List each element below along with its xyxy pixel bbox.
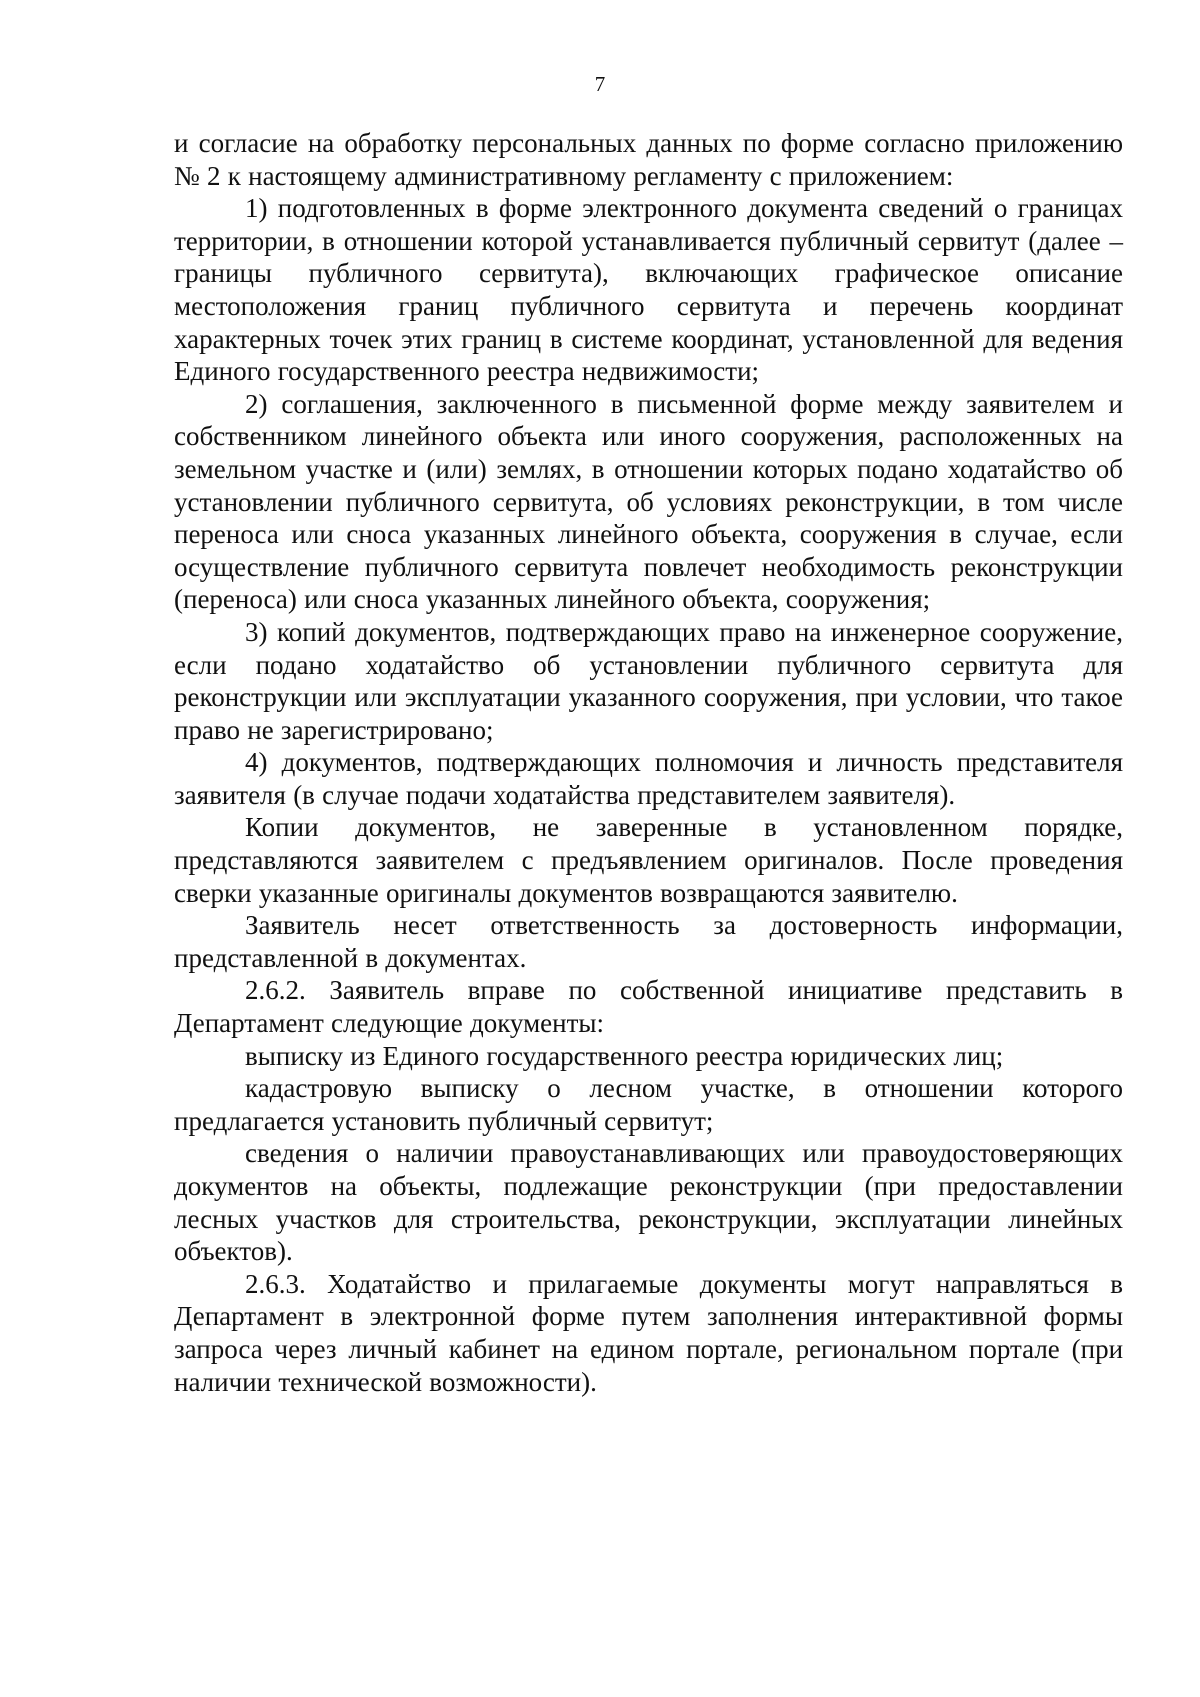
paragraph-title-documents: сведения о наличии правоустанавливающих или правоудостоверяющих документов на объекты, подлежащие реконструкции (при предоставлении лесных участков для строительства, реконструкции, эксплуатации линейных объектов). — [174, 1138, 1123, 1267]
paragraph-applicant-responsibility: Заявитель несет ответственность за достоверность информации, представленной в документах. — [174, 910, 1123, 973]
paragraph-consent-continuation: и согласие на обработку персональных данных по форме согласно приложению № 2 к настоящему административному регламенту с приложением: — [174, 128, 1123, 191]
paragraph-item-2-agreement: 2) соглашения, заключенного в письменной форме между заявителем и собственником линейного объекта или иного сооружения, расположенных на земельном участке и (или) землях, в отношении которых подано ходатайство об установлении публичного сервитута, об условиях реконструкции, в том числе переноса или сноса указанных линейного объекта, сооружения в случае, если осуществление публичного сервитута повлечет необходимость реконструкции (переноса) или сноса указанных линейного объекта, сооружения; — [174, 388, 1123, 615]
document-body — [174, 127, 1123, 1398]
paragraph-2-6-3: 2.6.3. Ходатайство и прилагаемые документы могут направляться в Департамент в электронной форме путем заполнения интерактивной формы запроса через личный кабинет на едином портале, региональном портале (при наличии технической возможности). — [174, 1268, 1124, 1397]
paragraph-document-copies: Копии документов, не заверенные в установленном порядке, представляются заявителем с предъявлением оригиналов. После проведения сверки указанные оригиналы документов возвращаются заявителю. — [174, 812, 1123, 908]
paragraph-item-1-boundaries: 1) подготовленных в форме электронного документа сведений о границах территории, в отношении которой устанавливается публичный сервитут (далее – границы публичного сервитута), включающих графическое описание местоположения границ публичного сервитута и перечень координат характерных точек этих границ в системе координат, установленной для ведения Единого государственного реестра недвижимости; — [174, 193, 1123, 387]
paragraph-egrul-extract: выписку из Единого государственного реестра юридических лиц; — [245, 1040, 1004, 1071]
paragraph-cadastral-extract: кадастровую выписку о лесном участке, в отношении которого предлагается установить публичный сервитут; — [174, 1073, 1123, 1136]
paragraph-2-6-2: 2.6.2. Заявитель вправе по собственной инициативе представить в Департамент следующие документы: — [174, 975, 1123, 1039]
paragraph-item-4-representative: 4) документов, подтверждающих полномочия и личность представителя заявителя (в случае подачи ходатайства представителем заявителя). — [174, 747, 1123, 810]
paragraph-item-3-copies: 3) копий документов, подтверждающих право на инженерное сооружение, если подано ходатайство об установлении публичного сервитута для реконструкции или эксплуатации указанного сооружения, при условии, что такое право не зарегистрировано; — [174, 616, 1124, 745]
page-number: 7 — [594, 72, 606, 96]
